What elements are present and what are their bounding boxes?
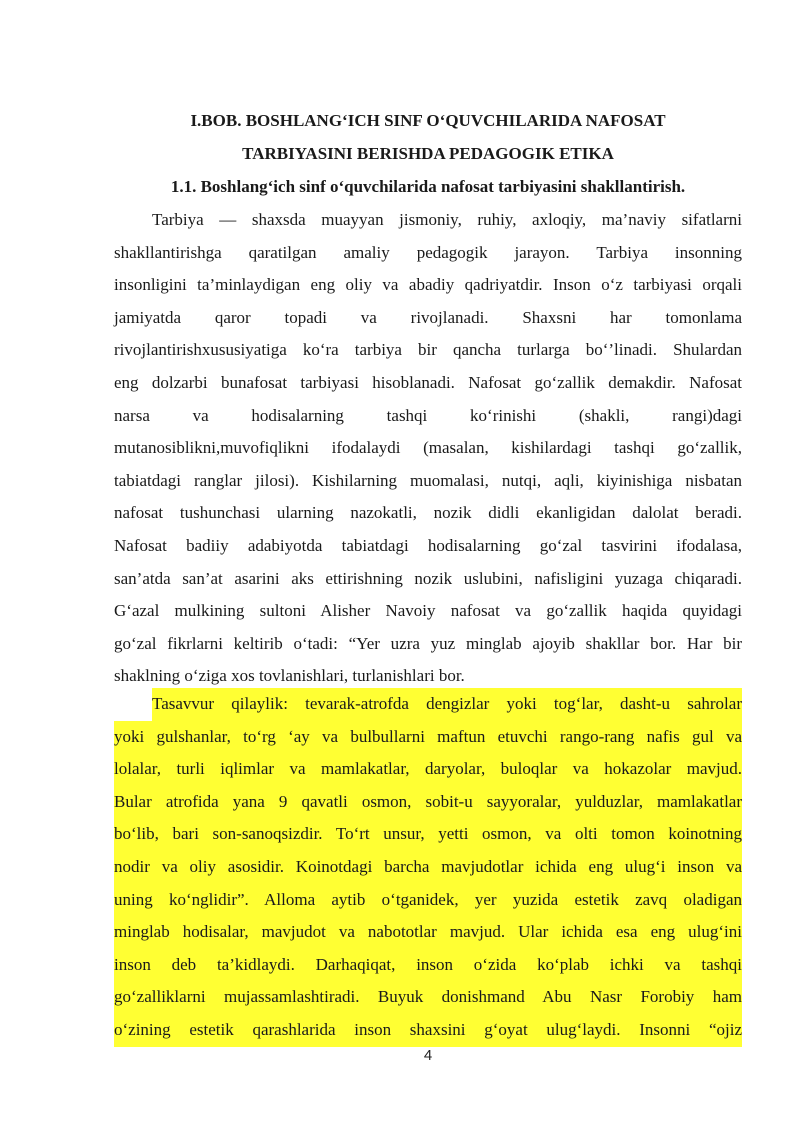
highlighted-line: [114, 721, 742, 754]
paragraph-line: G‘azal mulkining sultoni Alisher Navoiy nafosat va go‘zallik haqida quyidagi: [114, 601, 742, 621]
paragraph-line: eng dolzarbi bunafosat tarbiyasi hisoblanadi. Nafosat go‘zallik demakdir. Nafosat: [114, 372, 742, 392]
highlighted-line: [114, 949, 742, 982]
paragraph-line: Nafosat badiiy adabiyotda tabiatdagi hodisalarning go‘zal tasvirini ifodalasa,: [114, 535, 742, 555]
paragraph-tarbiya: [114, 204, 742, 693]
highlight-mark: nodir va oliy asosidir. Koinotdagi barcha mavjudotlar ichida eng ulug‘i inson va: [114, 851, 742, 884]
paragraph-line: shakllantirishga qaratilgan amaliy pedagogik jarayon. Tarbiya insonning: [114, 242, 742, 262]
highlighted-line: [114, 851, 742, 884]
highlighted-line: [114, 981, 742, 1014]
highlight-mark: Bular atrofida yana 9 qavatli osmon, sobit-u sayyoralar, yulduzlar, mamlakatlar: [114, 786, 742, 819]
page-number: 4: [423, 1047, 433, 1064]
paragraph-line: shaklning o‘ziga xos tovlanishlari, turlanishlari bor.: [114, 666, 465, 686]
chapter-title-line1: I.BOB. BOSHLANG‘ICH SINF O‘QUVCHILARIDA NAFOSAT: [190, 111, 666, 130]
highlighted-line: [114, 786, 742, 819]
paragraph-tasavvur-highlighted: [114, 688, 742, 1047]
paragraph-line: mutanosiblikni,muvofiqlikni ifodalaydi (masalan, kishilardagi tashqi go‘zallik,: [114, 438, 742, 458]
chapter-title-line2: TARBIYASINI BERISHDA PEDAGOGIK ETIKA: [242, 144, 614, 163]
highlight-mark: minglab hodisalar, mavjudot va nabototlar mavjud. Ular ichida esa eng ulug‘ini: [114, 916, 742, 949]
highlighted-line: [114, 916, 742, 949]
paragraph-line: tabiatdagi ranglar jilosi). Kishilarning muomalasi, nutqi, aqli, kiyinishiga nisbatan: [114, 470, 742, 490]
highlight-mark: uning ko‘nglidir”. Alloma aytib o‘tganidek, yer yuzida estetik zavq oladigan: [114, 884, 742, 917]
highlighted-line: [114, 688, 742, 721]
highlight-mark: Tasavvur qilaylik: tevarak-atrofda dengizlar yoki tog‘lar, dasht-u sahrolar: [152, 688, 742, 721]
highlight-mark: o‘zining estetik qarashlarida inson shaxsini g‘oyat ulug‘laydi. Insonni “ojiz: [114, 1014, 742, 1047]
highlight-mark: inson deb ta’kidlaydi. Darhaqiqat, inson o‘zida ko‘plab ichki va tashqi: [114, 949, 742, 982]
highlighted-line: [114, 753, 742, 786]
paragraph-line: go‘zal fikrlarni keltirib o‘tadi: “Yer uzra yuz minglab ajoyib shakllar bor. Har bir: [114, 633, 742, 653]
paragraph-line: san’atda san’at asarini aks ettirishning nozik uslubini, nafisligini yuzaga chiqaradi.: [114, 568, 742, 588]
highlight-mark: go‘zalliklarni mujassamlashtiradi. Buyuk donishmand Abu Nasr Forobiy ham: [114, 981, 742, 1014]
highlight-mark: lolalar, turli iqlimlar va mamlakatlar, daryolar, buloqlar va hokazolar mavjud.: [114, 753, 742, 786]
paragraph-line: jamiyatda qaror topadi va rivojlanadi. Shaxsni har tomonlama: [114, 307, 742, 327]
highlighted-line: [114, 884, 742, 917]
paragraph-line: narsa va hodisalarning tashqi ko‘rinishi (shakli, rangi)dagi: [114, 405, 742, 425]
paragraph-line: rivojlantirishxususiyatiga ko‘ra tarbiya bir qancha turlarga bo‘’linadi. Shulardan: [114, 340, 742, 360]
paragraph-line: nafosat tushunchasi ularning nazokatli, nozik didli ekanligidan dalolat beradi.: [114, 503, 742, 523]
paragraph-line: Tarbiya — shaxsda muayyan jismoniy, ruhiy, axloqiy, ma’naviy sifatlarni: [152, 210, 742, 229]
section-title: 1.1. Boshlang‘ich sinf o‘quvchilarida nafosat tarbiyasini shakllantirish.: [170, 177, 686, 196]
paragraph-line: insonligini ta’minlaydigan eng oliy va abadiy qadriyatdir. Inson o‘z tarbiyasi orqali: [114, 275, 742, 295]
document-page: [114, 0, 742, 1131]
highlight-mark: yoki gulshanlar, to‘rg ‘ay va bulbullarni maftun etuvchi rango-rang nafis gul va: [114, 721, 742, 754]
highlight-mark: bo‘lib, bari son-sanoqsizdir. To‘rt unsur, yetti osmon, va olti tomon koinotning: [114, 818, 742, 851]
highlighted-line: [114, 818, 742, 851]
highlighted-line: [114, 1014, 742, 1047]
